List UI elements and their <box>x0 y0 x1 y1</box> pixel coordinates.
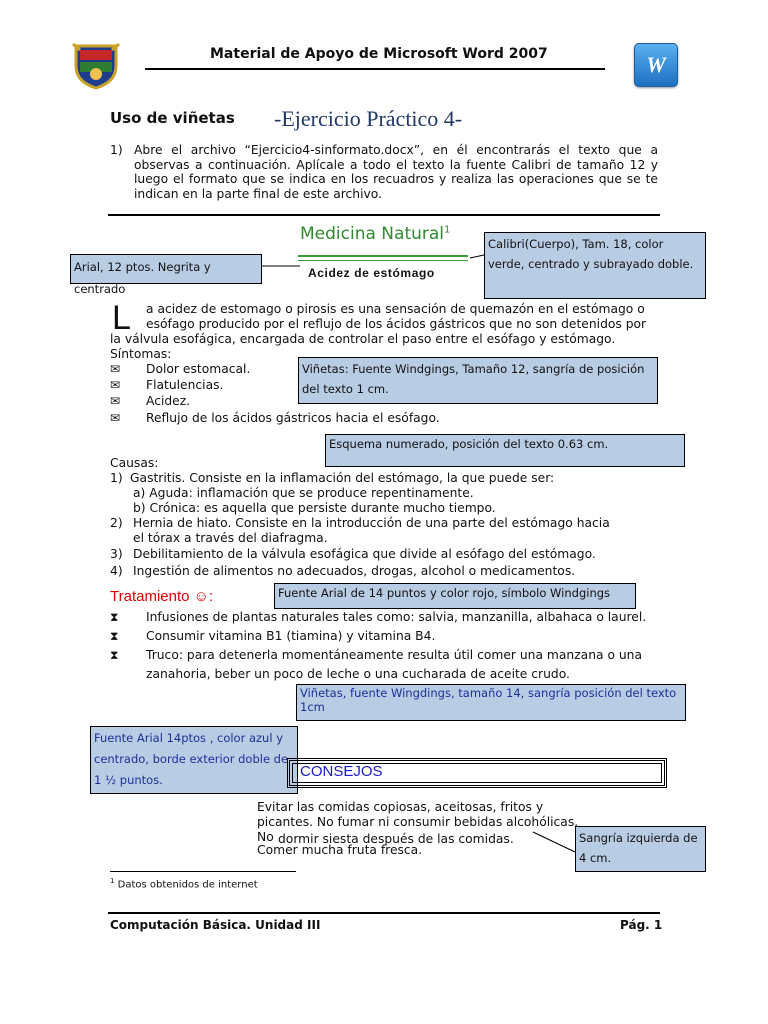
intro-line-3: la válvula esofágica, encargada de controlar el paso entre el esófago y estómago. <box>110 332 616 346</box>
instructions-number: 1) <box>110 143 123 157</box>
header-title: Material de Apoyo de Microsoft Word 2007 <box>210 46 548 62</box>
footer-left: Computación Básica. Unidad III <box>110 918 321 932</box>
instructions-text: Abre el archivo “Ejercicio4-sinformato.docx”, en él encontrarás el texto que a observas a continuación. Aplícale a todo el texto la fuente Calibri de tamaño 12 y luego el formato que se indica en los recuadros y realiza las operaciones que se te indican en la parte final de este archivo. <box>134 143 658 201</box>
envelope-icon: ✉ <box>110 411 121 425</box>
cause-1a: a) Aguda: inflamación que se produce repentinamente. <box>133 486 474 500</box>
footer-rule <box>108 912 660 914</box>
symptom-item: ✉ Dolor estomacal. <box>110 362 251 376</box>
exercise-title: -Ejercicio Práctico 4- <box>274 106 463 131</box>
note-sangria: Sangría izquierda de 4 cm. <box>575 826 706 872</box>
symptom-item: ✉ Acidez. <box>110 394 191 408</box>
symptoms-label: Síntomas: <box>110 347 172 361</box>
section-label: Uso de viñetas <box>110 109 235 127</box>
envelope-icon: ✉ <box>110 378 121 392</box>
hourglass-icon: ⧗ <box>110 629 119 643</box>
double-underline <box>298 255 468 261</box>
note-azul: Fuente Arial 14ptos , color azul y centrado, borde exterior doble de 1 ½ puntos. <box>90 726 298 794</box>
title-footnote-ref: 1 <box>444 224 451 236</box>
advice-line-2: picantes. No fumar ni consumir bebidas alcohólicas. <box>257 815 579 829</box>
hourglass-icon: ⧗ <box>110 648 119 662</box>
cause-3-number: 3) <box>110 547 123 561</box>
advice-line-3b: dormir siesta después de las comidas. <box>278 832 514 846</box>
note-vinetas-2: Viñetas, fuente Wingdings, tamaño 14, sangría posición del texto 1cm <box>296 684 686 721</box>
treatment-item: ⧗ Truco: para detenerla momentáneamente resulta útil comer una manzana o una <box>110 648 642 662</box>
cause-2-line-2: el tórax a través del diafragma. <box>133 531 328 545</box>
document-title: Medicina Natural$^1$ <box>300 224 451 244</box>
envelope-icon: ✉ <box>110 362 121 376</box>
advice-title: CONSEJOS <box>300 763 383 780</box>
note-arial: Arial, 12 ptos. Negrita y centrado <box>70 254 262 284</box>
cause-3: Debilitamiento de la válvula esofágica que divide al esófago del estómago. <box>133 547 596 561</box>
advice-line-4: Comer mucha fruta fresca. <box>257 843 423 857</box>
intro-line-1: a acidez de estomago o pirosis es una sensación de quemazón en el estómago o <box>146 302 645 316</box>
treatment-label: Tratamiento ☺: <box>110 588 214 605</box>
note-vinetas-1: Viñetas: Fuente Windgings, Tamaño 12, sangría de posición del texto 1 cm. <box>298 357 658 404</box>
cause-2-line-1: Hernia de hiato. Consiste en la introducción de una parte del estómago hacia <box>133 516 610 530</box>
treatment-item: ⧗ Consumir vitamina B1 (tiamina) y vitamina B4. <box>110 629 436 643</box>
calibri-callout-line <box>470 255 484 258</box>
envelope-icon: ✉ <box>110 394 121 408</box>
cause-1: Gastritis. Consiste en la inflamación del estómago, la que puede ser: <box>130 471 555 485</box>
symptom-item: ✉ Reflujo de los ácidos gástricos hacia el esófago. <box>110 411 440 425</box>
footnote-ref: 1 <box>110 877 115 885</box>
treatment-3-continuation: zanahoria, beber un poco de leche o una cucharada de aceite crudo. <box>146 667 570 681</box>
causes-label: Causas: <box>110 456 159 470</box>
footnote-separator <box>110 871 296 872</box>
cause-4-number: 4) <box>110 564 123 578</box>
intro-line-2: esófago producido por el reflujo de los ácidos gástricos que no son detenidos por <box>146 317 647 331</box>
symptom-item: ✉ Flatulencias. <box>110 378 224 392</box>
cause-1b: b) Crónica: es aquella que persiste durante mucho tiempo. <box>133 501 496 515</box>
drop-cap: L <box>112 299 131 337</box>
cause-4: Ingestión de alimentos no adecuados, drogas, alcohol o medicamentos. <box>133 564 576 578</box>
treatment-item: ⧗ Infusiones de plantas naturales tales como: salvia, manzanilla, albahaca o laurel. <box>110 610 647 624</box>
note-calibri: Calibri(Cuerpo), Tam. 18, color verde, centrado y subrayado doble. <box>484 232 706 299</box>
footer-page-number: Pág. 1 <box>620 918 663 932</box>
hourglass-icon: ⧗ <box>110 610 119 624</box>
note-esquema: Esquema numerado, posición del texto 0.63 cm. <box>325 434 685 467</box>
document-subtitle: Acidez de estómago <box>308 266 435 280</box>
advice-line-3a: No <box>257 830 274 844</box>
note-fuente-arial14: Fuente Arial de 14 puntos y color rojo, símbolo Windgings <box>274 583 636 609</box>
cause-2-number: 2) <box>110 516 123 530</box>
sangria-callout-line <box>533 832 575 852</box>
footnote: $^1$ Datos obtenidos de internet <box>110 877 258 891</box>
advice-line-1: Evitar las comidas copiosas, aceitosas, fritos y <box>257 800 544 814</box>
word-icon-letter: W <box>646 52 666 77</box>
cause-1-number: 1) <box>110 471 123 485</box>
